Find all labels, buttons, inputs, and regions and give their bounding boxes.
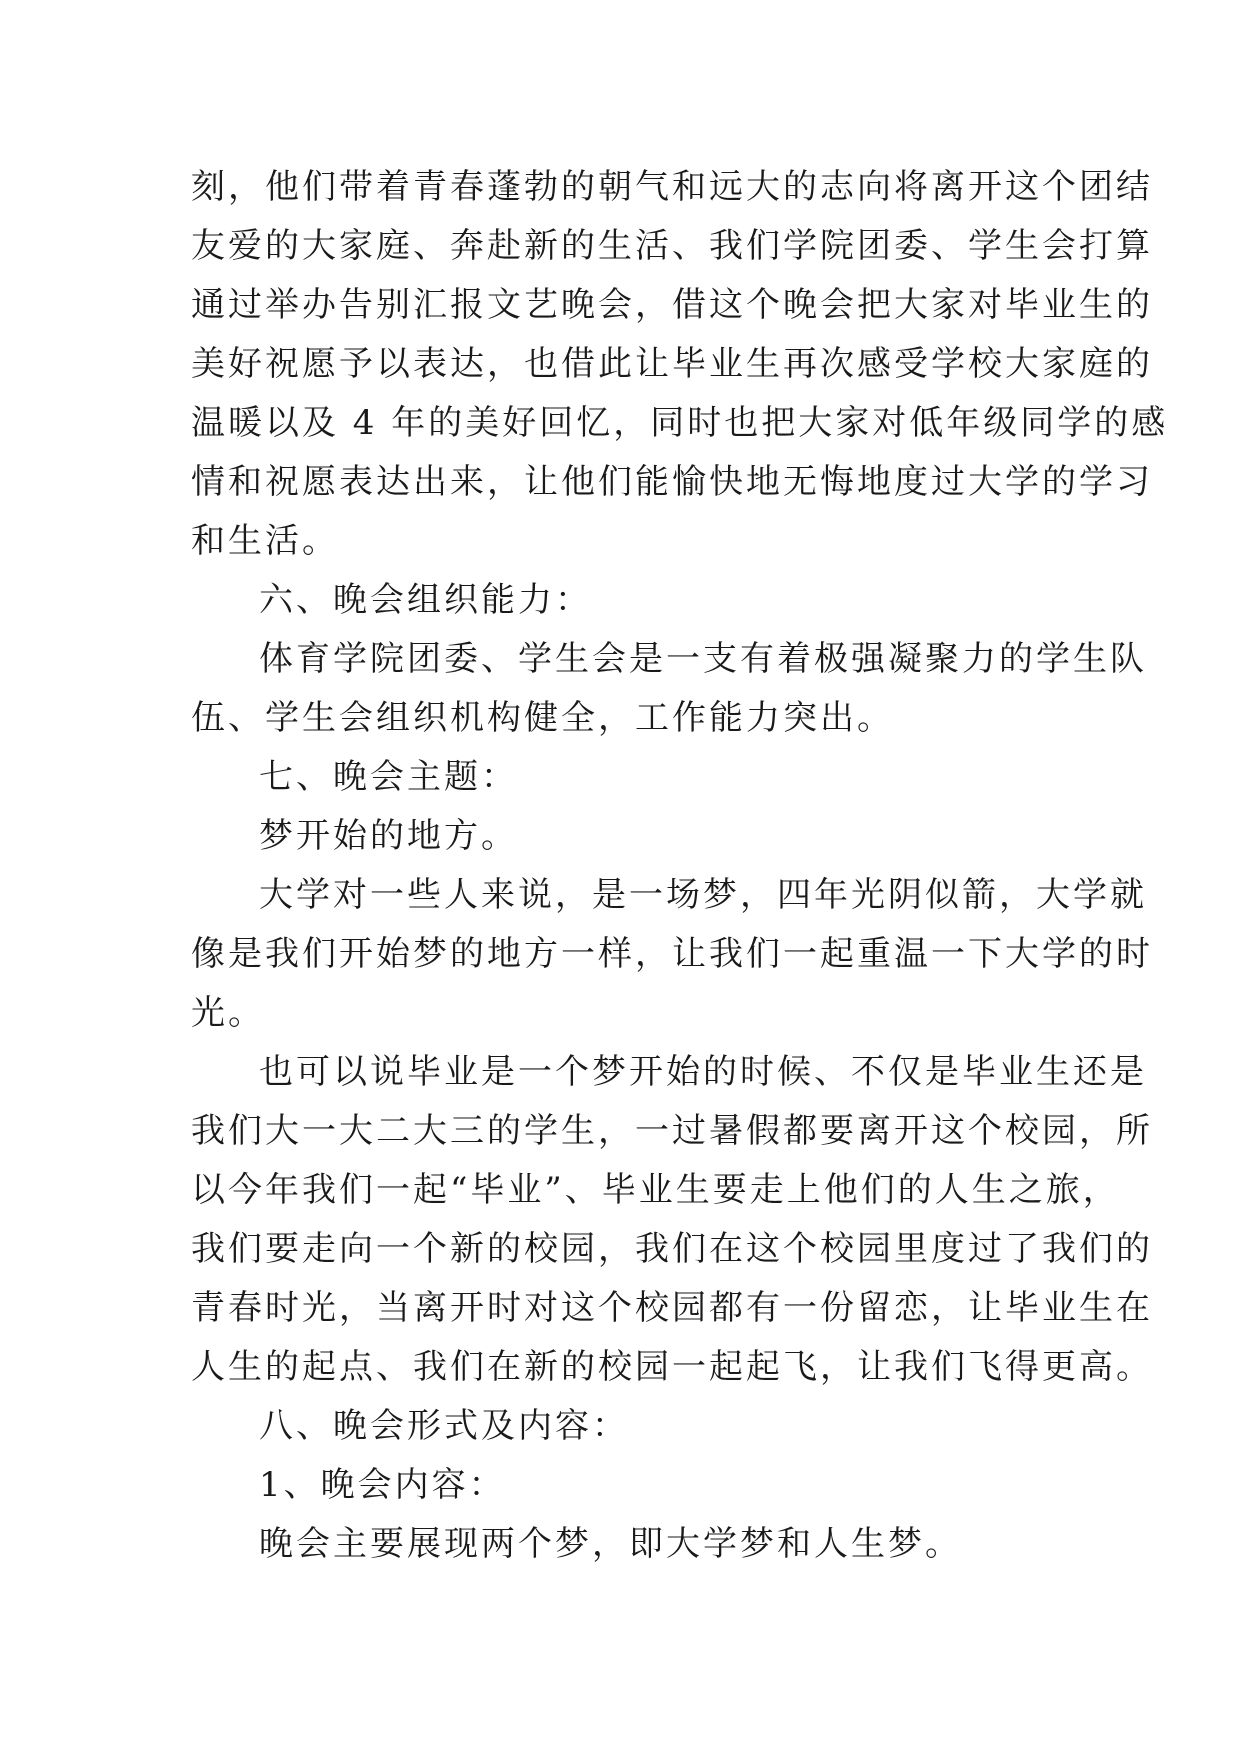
text-line: 人生的起点、我们在新的校园一起起飞，让我们飞得更高。 [191, 1347, 1153, 1387]
text-line: 以今年我们一起“毕业”、毕业生要走上他们的人生之旅， [191, 1170, 1120, 1210]
section-heading: 六、晚会组织能力： [259, 580, 592, 620]
text-line: 通过举办告别汇报文艺晚会，借这个晚会把大家对毕业生的 [191, 285, 1153, 325]
text-line: 情和祝愿表达出来，让他们能愉快地无悔地度过大学的学习 [191, 462, 1153, 502]
text-line: 晚会主要展现两个梦，即大学梦和人生梦。 [259, 1524, 962, 1564]
text-line: 也可以说毕业是一个梦开始的时候、不仅是毕业生还是 [259, 1052, 1147, 1092]
text-line: 青春时光，当离开时对这个校园都有一份留恋，让毕业生在 [191, 1288, 1153, 1328]
section-heading: 七、晚会主题： [259, 757, 518, 797]
text-line: 温暖以及 4 年的美好回忆，同时也把大家对低年级同学的感 [191, 403, 1169, 443]
text-line: 大学对一些人来说，是一场梦，四年光阴似箭，大学就 [259, 875, 1147, 915]
subsection-heading: 1、晚会内容： [259, 1465, 506, 1505]
text-line: 刻，他们带着青春蓬勃的朝气和远大的志向将离开这个团结 [191, 167, 1153, 207]
text-line: 光。 [191, 993, 265, 1033]
document-body [191, 158, 1169, 1574]
text-line: 和生活。 [191, 521, 339, 561]
text-line: 我们要走向一个新的校园，我们在这个校园里度过了我们的 [191, 1229, 1153, 1269]
text-line: 我们大一大二大三的学生，一过暑假都要离开这个校园，所 [191, 1111, 1153, 1151]
text-line: 伍、学生会组织机构健全，工作能力突出。 [191, 698, 894, 738]
section-heading: 八、晚会形式及内容： [259, 1406, 629, 1446]
text-line: 美好祝愿予以表达，也借此让毕业生再次感受学校大家庭的 [191, 344, 1153, 384]
text-line: 友爱的大家庭、奔赴新的生活、我们学院团委、学生会打算 [191, 226, 1153, 266]
text-line: 像是我们开始梦的地方一样，让我们一起重温一下大学的时 [191, 934, 1153, 974]
text-line: 梦开始的地方。 [259, 816, 518, 856]
text-line: 体育学院团委、学生会是一支有着极强凝聚力的学生队 [259, 639, 1147, 679]
